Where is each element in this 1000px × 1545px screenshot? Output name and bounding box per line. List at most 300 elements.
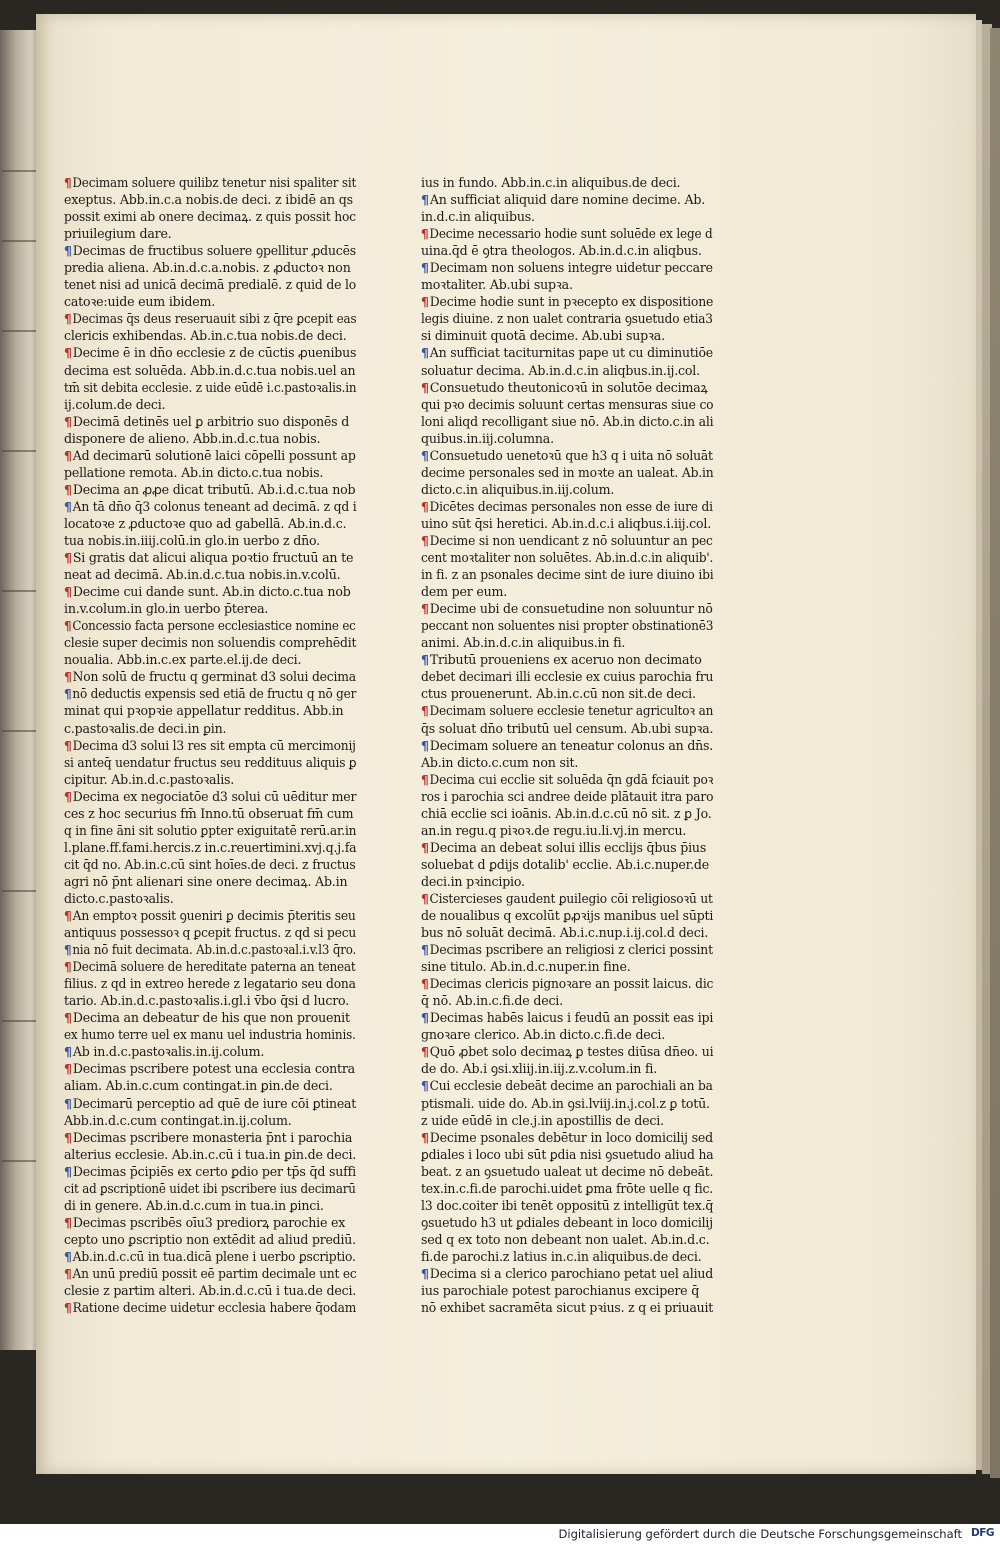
text-line [421, 702, 714, 719]
line-text: z uide eūdē in cle.j.in apostillis de deci. [421, 1112, 664, 1128]
text-line [421, 788, 714, 805]
pilcrow-icon: ¶ [64, 908, 72, 924]
pilcrow-icon: ¶ [64, 1214, 72, 1230]
line-text: Non solū de fructu q germinat d3 solui decima [72, 669, 356, 685]
text-line [421, 685, 713, 702]
line-text: dicto.c.pastoꝛalis. [64, 890, 174, 906]
text-line [421, 737, 712, 754]
pilcrow-icon: ¶ [64, 959, 72, 975]
pilcrow-icon: ¶ [421, 976, 429, 992]
line-text: quibus.in.iij.columna. [421, 430, 554, 446]
line-text: gnoꝛare clerico. Ab.in dicto.c.fi.de deci. [421, 1027, 666, 1043]
text-line [421, 310, 713, 327]
text-line [421, 1060, 713, 1077]
text-line [421, 396, 714, 413]
line-text: qui pꝛo decimis soluunt certas mensuras siue co [421, 396, 714, 412]
pilcrow-icon: ¶ [421, 601, 429, 617]
line-text: cent moꝛtaliter non soluētes. Ab.in.d.c.in aliquib'. [421, 550, 714, 566]
text-line [64, 634, 357, 651]
line-text: in fi. z an psonales decime sint de iure diuino ibi [421, 567, 714, 583]
text-line [421, 1180, 714, 1197]
text-line [421, 447, 713, 464]
line-text: Decimā detinēs uel ꝑ arbitrio suo disponēs d [72, 413, 350, 429]
line-text: animi. Ab.in.d.c.in aliquibus.in fi. [421, 635, 626, 651]
line-text: soluebat d ꝑdijs dotalib' ecclie. Ab.i.c.nuper.de [421, 856, 709, 872]
text-line [421, 1265, 712, 1282]
line-text: sed q ex toto non debeant non ualet. Ab.in.d.c. [421, 1231, 710, 1247]
text-line [64, 975, 356, 992]
line-text: An tā dn̄o q̄3 colonus teneant ad decimā. z qd i [72, 498, 357, 514]
line-text: pellatione remota. Ab.in dicto.c.tua nobis. [64, 464, 324, 480]
pilcrow-icon: ¶ [64, 942, 72, 958]
pilcrow-icon: ¶ [64, 1061, 72, 1077]
text-line [421, 225, 713, 242]
line-text: minat qui pꝛopꝛie appellatur redditus. Abb.in [64, 703, 344, 719]
pilcrow-icon: ¶ [64, 1129, 72, 1145]
text-line [421, 1214, 713, 1231]
line-text: An sufficiat taciturnitas pape ut cu diminutiōe [429, 345, 714, 361]
line-text: dem per eum. [421, 584, 508, 600]
text-line [64, 805, 356, 822]
text-line [421, 992, 713, 1009]
pilcrow-icon: ¶ [421, 1129, 429, 1145]
text-line [421, 532, 713, 549]
line-text: Cistercieses gaudent ꝑuilegio cōi religiosoꝛū ut [429, 890, 713, 906]
text-line [64, 1265, 357, 1282]
text-line [421, 362, 713, 379]
line-text: clesie z partim alteri. Ab.in.d.c.cū i tua.de deci. [64, 1283, 357, 1299]
text-line [421, 583, 713, 600]
text-line [421, 327, 713, 344]
text-line [64, 498, 357, 515]
text-line [421, 549, 714, 566]
line-text: cit ad ꝑscriptionē uidet ibi pscribere ius decimarū [64, 1180, 356, 1196]
text-line [64, 225, 356, 242]
pilcrow-icon: ¶ [421, 703, 429, 719]
line-text: clericis exhibendas. Ab.in.c.tua nobis.de deci. [64, 328, 347, 344]
pilcrow-icon: ¶ [64, 550, 72, 566]
line-text: legis diuine. z non ualet contraria ꝯsuetudo etia3 [421, 311, 713, 327]
line-text: An emptoꝛ possit ꝯueniri ꝑ decimis p̄teritis seu [72, 908, 356, 924]
text-line [64, 1231, 356, 1248]
text-line [421, 1095, 713, 1112]
text-line [421, 344, 714, 361]
pilcrow-icon: ¶ [64, 1248, 72, 1264]
line-text: Decime si non uendicant z nō soluuntur an pec [429, 532, 713, 548]
text-line [421, 668, 714, 685]
pilcrow-icon: ¶ [421, 447, 429, 463]
text-line [64, 1282, 356, 1299]
text-line [64, 685, 357, 702]
text-line [64, 941, 357, 958]
line-text: Decimam soluere an teneatur colonus an dn̄s. [429, 737, 714, 753]
text-line [64, 1009, 356, 1026]
text-line [421, 566, 714, 583]
pilcrow-icon: ¶ [421, 345, 429, 361]
line-text: Ab in.d.c.pastoꝛalis.in.ij.colum. [72, 1044, 265, 1060]
line-text: Decimarū perceptio ad quē de iure cōi ꝑtineat [72, 1095, 357, 1111]
line-text: loni aliqd recolligant siue nō. Ab.in dicto.c.in ali [421, 413, 714, 429]
line-text: Decime hodie sunt in pꝛecepto ex dispositione [429, 294, 714, 310]
line-text: Consuetudo theutonicoꝛū in solutōe decimaꝝ [429, 379, 708, 395]
text-line [64, 1060, 356, 1077]
line-text: Decimas pscribere potest una ecclesia contra [72, 1061, 355, 1077]
text-line [421, 805, 713, 822]
line-text: di in genere. Ab.in.d.c.cum in tua.in ꝑinci. [64, 1197, 324, 1213]
line-text: bus nō soluāt decimā. Ab.i.c.nup.i.ij.col.d deci. [421, 925, 709, 941]
line-text: Decime ē in dn̄o ecclesie z de cūctis ꝓuenibus [72, 345, 357, 361]
pilcrow-icon: ¶ [421, 532, 429, 548]
pilcrow-icon: ¶ [421, 498, 429, 514]
text-line [421, 174, 713, 191]
line-text: si diminuit quotā decime. Ab.ubi supꝛa. [421, 328, 665, 344]
line-text: ij.colum.de deci. [64, 396, 166, 412]
line-text: Consuetudo uenetoꝛū que h3 q i uita nō soluāt [429, 447, 713, 463]
line-text: cipitur. Ab.in.d.c.pastoꝛalis. [64, 771, 235, 787]
line-text: sine titulo. Ab.in.d.c.nuper.in fine. [421, 959, 631, 975]
text-line [64, 1026, 356, 1043]
text-line [64, 1214, 356, 1231]
text-line [64, 771, 356, 788]
pilcrow-icon: ¶ [421, 652, 429, 668]
line-text: soluatur decima. Ab.in.d.c.in aliqbus.in.ij.col. [421, 362, 700, 378]
text-line [421, 498, 713, 515]
pilcrow-icon: ¶ [421, 771, 429, 787]
pilcrow-icon: ¶ [421, 226, 429, 242]
text-line [64, 362, 356, 379]
line-text: in.d.c.in aliquibus. [421, 209, 535, 225]
text-line [421, 413, 714, 430]
line-text: Decima an debeatur de his que non prouenit [72, 1010, 350, 1026]
text-line [64, 464, 356, 481]
pilcrow-icon: ¶ [64, 243, 72, 259]
text-line [421, 771, 714, 788]
line-text: Decima an ꝓꝓe dicat tributū. Ab.i.d.c.tua nob [72, 481, 356, 497]
line-text: ces z hoc securius fm̄ Inno.tū obseruat fm̄ cum [64, 805, 354, 821]
line-text: ꝯsuetudo h3 ut ꝑdiales debeant in loco domicilij [421, 1214, 713, 1230]
text-line [64, 566, 356, 583]
text-line [64, 293, 356, 310]
line-text: Decima ex negociatōe d3 solui cū uēditur mer [72, 788, 357, 804]
text-line [64, 208, 356, 225]
pilcrow-icon: ¶ [421, 839, 429, 855]
text-line [64, 259, 356, 276]
text-line [64, 191, 356, 208]
text-line [64, 379, 357, 396]
pilcrow-icon: ¶ [64, 447, 72, 463]
text-line [64, 890, 356, 907]
text-line [421, 1043, 714, 1060]
pilcrow-icon: ¶ [64, 481, 72, 497]
text-line [421, 242, 713, 259]
line-text: Decimas habēs laicus i feudū an possit eas ipi [429, 1010, 714, 1026]
pilcrow-icon: ¶ [64, 498, 72, 514]
line-text: agri nō p̄nt alienari sine onere decimaꝝ. Ab.in [64, 873, 348, 889]
pilcrow-icon: ¶ [64, 618, 72, 634]
text-line [421, 856, 713, 873]
text-line [421, 822, 713, 839]
line-text: Decimas de fructibus soluere ꝯpellitur ꝓducēs [72, 243, 356, 259]
dfg-logo: DFG [970, 1527, 994, 1539]
text-line [64, 1299, 357, 1316]
text-line [64, 1146, 356, 1163]
pilcrow-icon: ¶ [64, 1266, 72, 1281]
line-text: decime personales sed in moꝛte an ualeat. Ab.in [421, 464, 714, 480]
text-line [64, 651, 356, 668]
pilcrow-icon: ¶ [64, 1044, 72, 1060]
text-line [421, 1129, 712, 1146]
line-text: antiquus possessoꝛ q ꝑcepit fructus. z qd si pecu [64, 925, 357, 941]
pilcrow-icon: ¶ [64, 1095, 72, 1111]
line-text: q̄ nō. Ab.in.c.fi.de deci. [421, 993, 563, 1009]
pilcrow-icon: ¶ [64, 737, 72, 753]
text-line [421, 890, 713, 907]
line-text: Decima an debeat solui illis ecclijs q̄bus p̄ius [429, 839, 707, 855]
text-line [64, 600, 356, 617]
line-text: Ratione decime uidetur ecclesia habere q̄odam [72, 1300, 357, 1316]
text-line [64, 447, 354, 464]
pilcrow-icon: ¶ [64, 788, 72, 804]
text-line [64, 583, 356, 600]
text-line [421, 1146, 714, 1163]
line-text: ius parochiale potest parochianus excipere q̄ [421, 1283, 700, 1299]
line-text: ptismali. uide do. Ab.in ꝯsi.lviij.in.j.col.z ꝑ totū. [421, 1095, 710, 1111]
pilcrow-icon: ¶ [64, 345, 72, 361]
text-line [421, 208, 713, 225]
line-text: si anteq̄ uendatur fructus seu reddituus aliquis ꝑ [64, 754, 357, 770]
text-line [64, 754, 357, 771]
text-line [421, 634, 713, 651]
text-line [421, 191, 713, 208]
book-page [36, 14, 976, 1474]
line-text: Decimas pscribēs oīu3 prediorꝝ parochie ex [72, 1214, 346, 1230]
text-line [421, 839, 713, 856]
line-text: locatoꝛe z ꝓductoꝛe quo ad gabellā. Ab.in.d.c. [64, 515, 347, 531]
pilcrow-icon: ¶ [64, 1300, 72, 1316]
text-line [64, 873, 356, 890]
text-line [64, 1043, 356, 1060]
line-text: predia aliena. Ab.in.d.c.a.nobis. z ꝓductoꝛ non [64, 260, 351, 276]
line-text: peccant non soluentes nisi propter obstinationē3 [421, 618, 714, 634]
pilcrow-icon: ¶ [421, 1078, 429, 1094]
line-text: An unū prediū possit eē partim decimale unt ec [72, 1266, 357, 1281]
line-text: Decimam soluere ecclesie tenetur agricultoꝛ an [429, 703, 714, 719]
text-line [64, 1112, 356, 1129]
text-line [421, 1231, 713, 1248]
line-text: moꝛtaliter. Ab.ubi supꝛa. [421, 277, 573, 293]
line-text: clesie super decimis non soluendis comprehēdit [64, 635, 357, 651]
line-text: deci.in pꝛincipio. [421, 873, 525, 889]
line-text: ros i parochia sci andree deide plātauit itra paro [421, 788, 714, 804]
pilcrow-icon: ¶ [64, 669, 72, 685]
text-line [421, 481, 713, 498]
pilcrow-icon: ¶ [64, 584, 72, 600]
line-text: Ad decimarū solutionē laici cōpelli possunt ap [72, 447, 356, 463]
pilcrow-icon: ¶ [64, 175, 72, 190]
pilcrow-icon: ¶ [64, 1163, 72, 1179]
line-text: Decimas clericis pignoꝛare an possit laicus. dic [429, 976, 714, 992]
text-line [64, 276, 357, 293]
text-line [64, 344, 357, 361]
line-text: tm̄ sit debita ecclesie. z uide eūdē i.c.pastoꝛalis.in [64, 379, 357, 395]
text-line [421, 1197, 714, 1214]
text-line [64, 396, 356, 413]
line-text: tenet nisi ad unicā decimā predialē. z quid de lo [64, 277, 357, 293]
text-line [64, 702, 356, 719]
pilcrow-icon: ¶ [421, 1266, 429, 1281]
text-line [64, 720, 356, 737]
line-text: uino sūt q̄si heretici. Ab.in.d.c.i aliqbus.i.iij.col. [421, 515, 712, 531]
text-line [421, 958, 713, 975]
line-text: nia nō fuit decimata. Ab.in.d.c.pastoꝛal.i.v.l3 q̄ro. [72, 942, 357, 958]
pilcrow-icon: ¶ [64, 413, 72, 429]
pilcrow-icon: ¶ [421, 1010, 429, 1026]
text-line [64, 481, 356, 498]
line-text: tua nobis.in.iiij.colū.in glo.in uerbo z dn̄o. [64, 532, 320, 548]
pilcrow-icon: ¶ [421, 1044, 429, 1060]
line-text: Tributū proueniens ex aceruo non decimato [429, 652, 702, 668]
line-text: filius. z qd in extreo herede z legatario seu dona [64, 976, 356, 992]
text-line [421, 873, 713, 890]
line-text: Decimā soluere de hereditate paterna an teneat [72, 959, 356, 975]
line-text: Ab.in dicto.c.cum non sit. [421, 754, 579, 770]
line-text: Decime ubi de consuetudine non soluuntur nō [429, 601, 713, 617]
line-text: ꝑdiales i loco ubi sūt ꝑdia nisi ꝯsuetudo aliud ha [421, 1146, 714, 1162]
line-text: Quō ꝓbet solo decimaꝝ ꝑ testes diūsa dn̄eo. ui [429, 1044, 714, 1060]
line-text: ctus prouenerunt. Ab.in.c.cū non sit.de deci. [421, 686, 696, 702]
text-line [421, 600, 713, 617]
text-line [421, 1299, 714, 1316]
line-text: Decimas q̄s deus reseruauit sibi z q̄re ꝑcepit eas [72, 311, 357, 327]
text-line [421, 924, 713, 941]
text-line [64, 668, 356, 685]
line-text: beat. z an ꝯsuetudo ualeat ut decime nō debeāt. [421, 1163, 714, 1179]
text-line [64, 515, 356, 532]
text-line [421, 651, 713, 668]
pilcrow-icon: ¶ [64, 1010, 72, 1026]
line-text: cit q̄d no. Ab.in.c.cū sint hoīes.de deci. z fructus [64, 856, 356, 872]
text-line [64, 1248, 356, 1265]
line-text: q in fine āni sit solutio ꝑpter exiguitatē rerū.ar.in [64, 822, 357, 838]
line-text: l3 doc.coiter ibi tenēt oppositū z intelligūt tex.q̄ [421, 1197, 714, 1213]
text-line [421, 1248, 713, 1265]
line-text: An sufficiat aliquid dare nomine decime. Ab. [429, 192, 706, 208]
line-text: Decime cui dande sunt. Ab.in dicto.c.tua nob [72, 584, 351, 600]
line-text: Decimas pscribere monasteria p̄nt i parochia [72, 1129, 353, 1145]
line-text: Cui ecclesie debeāt decime an parochiali an ba [429, 1078, 713, 1094]
text-line [421, 754, 713, 771]
line-text: Decima cui ecclie sit soluēda q̄n gdā fciauit poꝛ [429, 771, 714, 787]
line-text: c.pastoꝛalis.de deci.in ꝑin. [64, 720, 227, 736]
text-line [64, 924, 357, 941]
text-line [64, 856, 356, 873]
text-line [421, 1009, 713, 1026]
text-line [64, 1163, 356, 1180]
text-line [421, 617, 714, 634]
line-text: q̄s soluat dn̄o tributū uel censum. Ab.ubi supꝛa. [421, 720, 714, 736]
page-stack-edge [990, 28, 1000, 1478]
text-line [421, 464, 714, 481]
line-text: Decimas p̄cipiēs ex certo ꝑdio per tp̄s q̄d suffi [72, 1163, 356, 1179]
line-text: de do. Ab.i ꝯsi.xliij.in.iij.z.v.colum.in fi. [421, 1061, 658, 1077]
text-line [64, 532, 356, 549]
line-text: in.v.colum.in glo.in uerbo p̄terea. [64, 601, 269, 617]
text-line [64, 1095, 357, 1112]
digitization-footer [0, 1524, 1000, 1545]
text-line [421, 1077, 713, 1094]
line-text: catoꝛe:uide eum ibidem. [64, 294, 216, 310]
text-line [64, 413, 356, 430]
line-text: alterius ecclesie. Ab.in.c.cū i tua.in ꝑin.de deci. [64, 1146, 357, 1162]
line-text: nō exhibet sacramēta sicut pꝛius. z q ei priuauit [421, 1300, 714, 1316]
text-line [421, 1026, 713, 1043]
line-text: Decima d3 solui l3 res sit empta cū mercimonij [72, 737, 356, 753]
text-line [64, 1129, 356, 1146]
right-text-column [421, 174, 713, 1316]
line-text: Concessio facta persone ecclesiastice nomine ec [72, 618, 356, 634]
text-line [64, 430, 356, 447]
text-line [64, 174, 357, 191]
line-text: priuilegium dare. [64, 226, 172, 242]
text-line [421, 293, 714, 310]
text-line [421, 379, 713, 396]
line-text: debet decimari illi ecclesie ex cuius parochia fru [421, 669, 714, 685]
line-text: uina.q̄d ē ꝯtra theologos. Ab.in.d.c.in aliqbus. [421, 243, 702, 259]
text-line [64, 822, 357, 839]
text-line [421, 259, 713, 276]
text-line [64, 958, 356, 975]
pilcrow-icon: ¶ [421, 737, 429, 753]
line-text: exeptus. Abb.in.c.a nobis.de deci. z ibidē an qs [64, 192, 353, 208]
line-text: an.in regu.q piꝛoꝛ.de regu.iu.li.vj.in mercu. [421, 822, 687, 838]
text-line [64, 839, 355, 856]
pilcrow-icon: ¶ [421, 379, 429, 395]
text-line [64, 737, 356, 754]
text-line [64, 1077, 356, 1094]
line-text: aliam. Ab.in.c.cum contingat.in ꝑin.de deci. [64, 1078, 333, 1094]
line-text: nō deductis expensis sed etiā de fructu q nō ger [72, 686, 357, 702]
line-text: possit eximi ab onere decimaꝝ. z quis possit hoc [64, 209, 356, 225]
line-text: ex humo terre uel ex manu uel industria hominis. [64, 1027, 356, 1043]
text-line [64, 327, 356, 344]
text-line [64, 1197, 356, 1214]
pilcrow-icon: ¶ [421, 890, 429, 906]
pilcrow-icon: ¶ [421, 260, 429, 276]
text-line [64, 907, 356, 924]
text-line [64, 310, 357, 327]
line-text: noualia. Abb.in.c.ex parte.el.ij.de deci. [64, 652, 302, 668]
line-text: fi.de parochi.z latius in.c.in aliquibus.de deci. [421, 1248, 702, 1264]
text-line [421, 1112, 713, 1129]
text-line [421, 1163, 714, 1180]
pilcrow-icon: ¶ [421, 294, 429, 310]
pilcrow-icon: ¶ [421, 942, 429, 958]
text-line [64, 992, 356, 1009]
line-text: Decimam soluere quilibz tenetur nisi spaliter sit [72, 175, 357, 190]
line-text: Decima si a clerico parochiano petat uel aliud [429, 1266, 714, 1281]
text-line [64, 788, 357, 805]
line-text: decima est soluēda. Abb.in.d.c.tua nobis.uel an [64, 362, 356, 378]
text-line [421, 515, 713, 532]
text-line [64, 1180, 356, 1197]
line-text: Decimas pscribere an religiosi z clerici possint [429, 942, 713, 958]
text-line [421, 720, 714, 737]
text-line [64, 242, 356, 259]
pilcrow-icon: ¶ [64, 311, 72, 327]
line-text: ius in fundo. Abb.in.c.in aliquibus.de deci. [421, 175, 681, 190]
text-line [421, 1282, 713, 1299]
text-line [64, 617, 356, 634]
